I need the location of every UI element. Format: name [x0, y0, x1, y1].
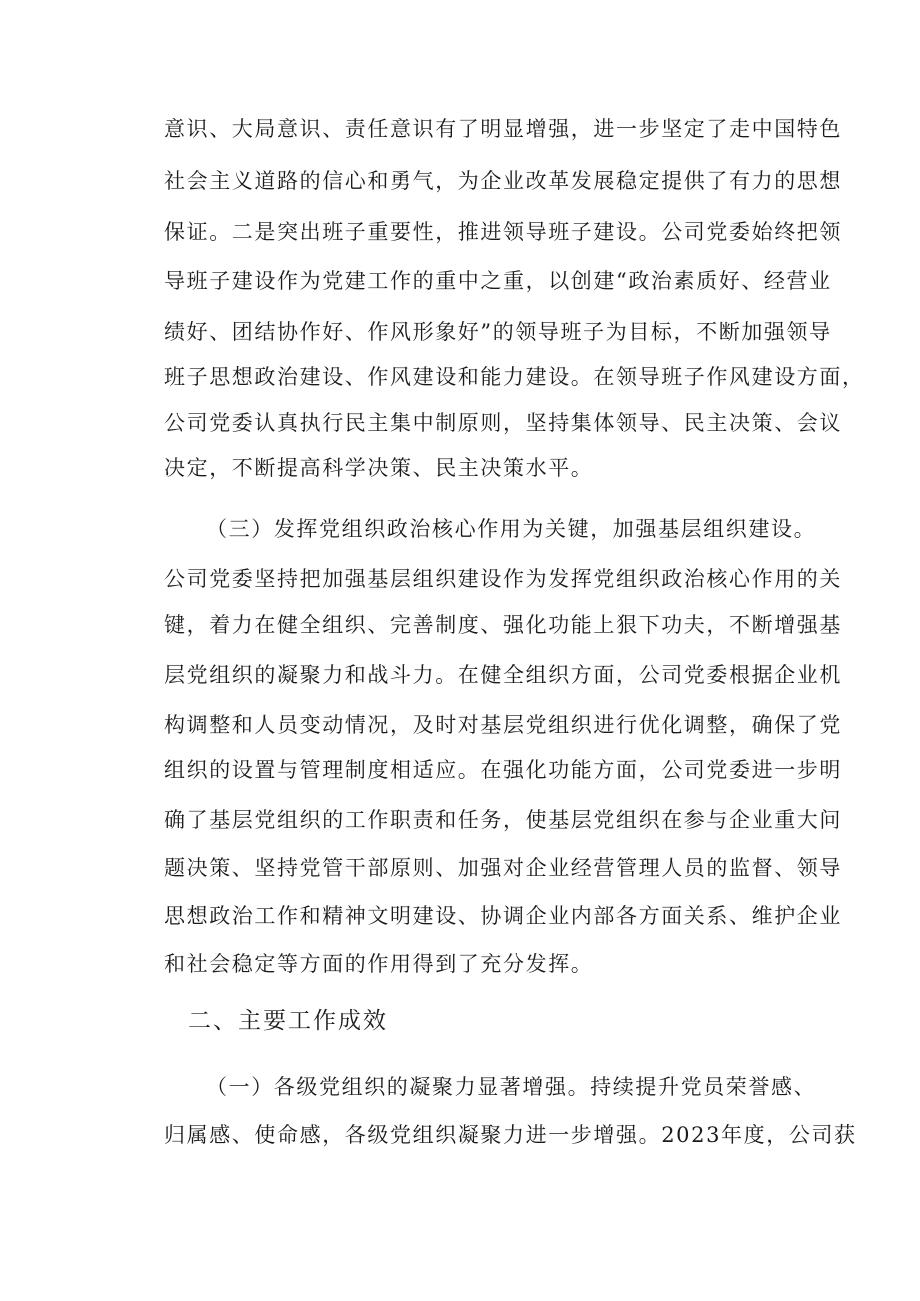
- paragraph-line: 导班子建设作为党建工作的重中之重，以创建“政治素质好、经营业: [164, 269, 832, 293]
- paragraph-line: 构调整和人员变动情况，及时对基层党组织进行优化调整，确保了党: [164, 713, 842, 737]
- paragraph-line: （一）各级党组织的凝聚力显著增强。持续提升党员荣誉感、: [206, 1075, 817, 1099]
- paragraph-line: 组织的设置与管理制度相适应。在强化功能方面，公司党委进一步明: [164, 758, 842, 782]
- section-heading: 二、主要工作成效: [188, 1008, 388, 1034]
- paragraph-line: 确了基层党组织的工作职责和任务，使基层党组织在参与企业重大问: [164, 808, 842, 832]
- paragraph-line: 保证。二是突出班子重要性，推进领导班子建设。公司党委始终把领: [164, 220, 842, 244]
- paragraph-line: 公司党委认真执行民主集中制原则，坚持集体领导、民主决策、会议: [164, 411, 842, 435]
- paragraph-line: 题决策、坚持党管干部原则、加强对企业经营管理人员的监督、领导: [164, 856, 842, 880]
- paragraph-line: 意识、大局意识、责任意识有了明显增强，进一步坚定了走中国特色: [164, 117, 842, 141]
- paragraph-line: 键，着力在健全组织、完善制度、强化功能上狠下功夫，不断增强基: [164, 613, 842, 637]
- paragraph-line: 社会主义道路的信心和勇气，为企业改革发展稳定提供了有力的思想: [164, 169, 842, 193]
- paragraph-line: 绩好、团结协作好、作风形象好”的领导班子为目标，不断加强领导: [164, 320, 832, 344]
- paragraph-line: 公司党委坚持把加强基层组织建设作为发挥党组织政治核心作用的关: [164, 567, 842, 591]
- paragraph-line: 和社会稳定等方面的作用得到了充分发挥。: [164, 952, 594, 976]
- paragraph-line: 班子思想政治建设、作风建设和能力建设。在领导班子作风建设方面，: [164, 365, 865, 389]
- paragraph-line: 思想政治工作和精神文明建设、协调企业内部各方面关系、维护企业: [164, 904, 842, 928]
- paragraph-line: 决定，不断提高科学决策、民主决策水平。: [164, 456, 594, 480]
- paragraph-line: 层党组织的凝聚力和战斗力。在健全组织方面，公司党委根据企业机: [164, 663, 842, 687]
- paragraph-line: 归属感、使命感，各级党组织凝聚力进一步增强。2023年度，公司获: [164, 1123, 857, 1147]
- paragraph-line: （三）发挥党组织政治核心作用为关键，加强基层组织建设。: [206, 517, 817, 541]
